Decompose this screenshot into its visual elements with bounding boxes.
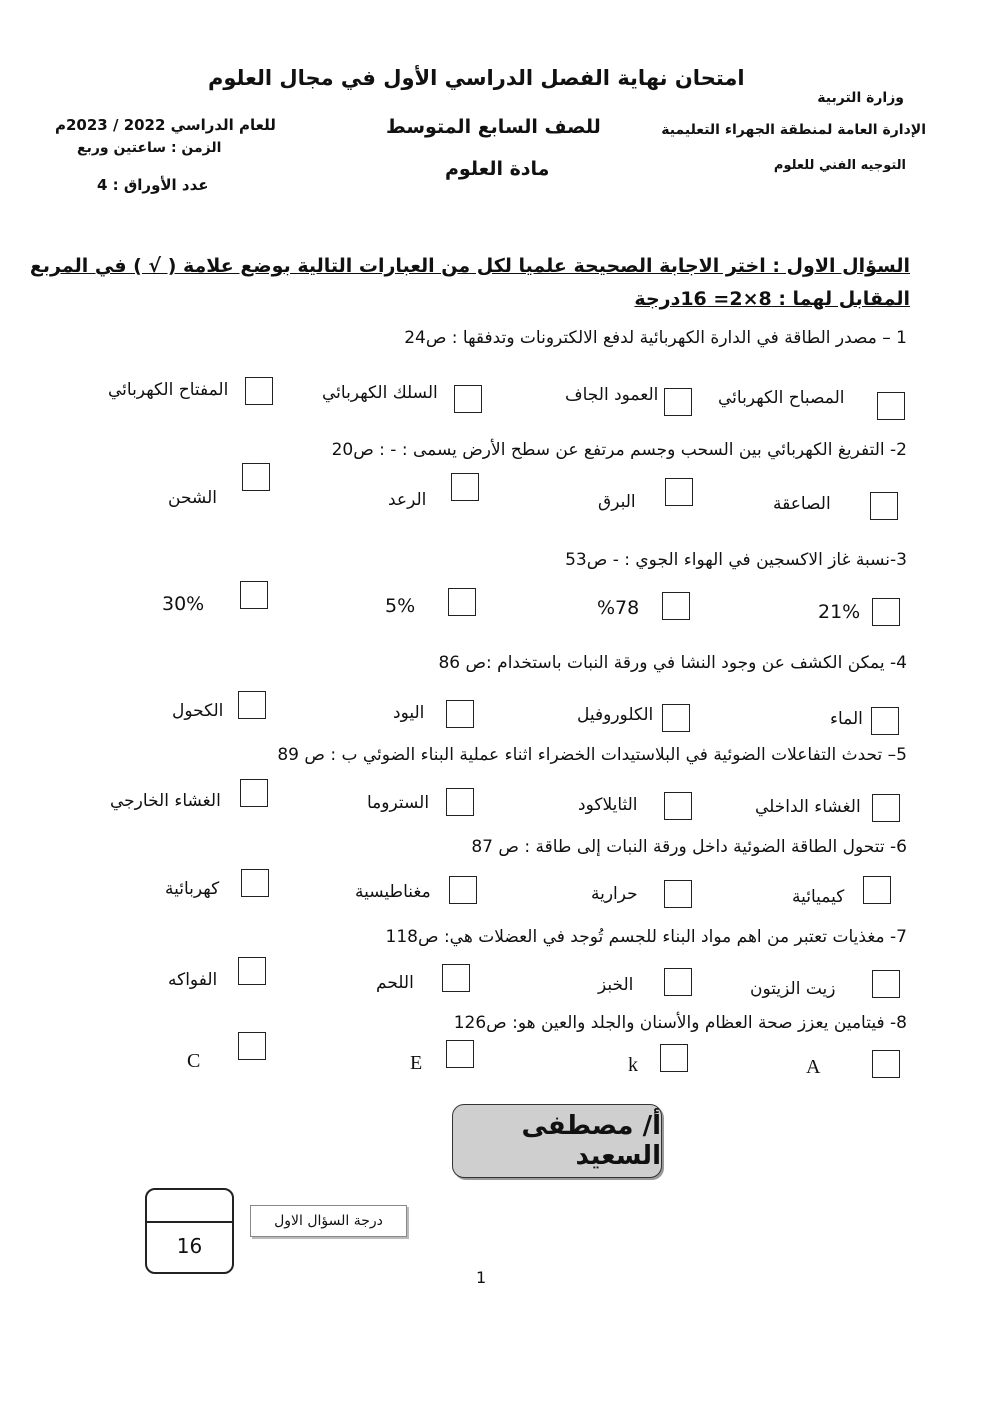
q8-option-3-label: E: [410, 1052, 423, 1074]
q2-option-2-checkbox[interactable]: [665, 478, 693, 506]
score-label: [250, 1205, 407, 1237]
q2-option-1-label: الصاعقة: [773, 494, 831, 514]
q5-option-2-checkbox[interactable]: [664, 792, 692, 820]
q8-option-4-checkbox[interactable]: [238, 1032, 266, 1060]
section-title-line1: السؤال الاول : اختر الاجابة الصحيحة علميا لكل من العبارات التالية بوضع علامة ( √ ) في المربع: [29, 255, 910, 277]
q1-option-2-checkbox[interactable]: [664, 388, 692, 416]
q8-option-2-label: k: [628, 1054, 638, 1076]
q5-option-1-checkbox[interactable]: [872, 794, 900, 822]
q8-option-3-checkbox[interactable]: [446, 1040, 474, 1068]
question-3-stem: 3-نسبة غاز الاكسجين في الهواء الجوي : - ص53: [565, 550, 907, 570]
q1-option-3-checkbox[interactable]: [454, 385, 482, 413]
q7-option-1-checkbox[interactable]: [872, 970, 900, 998]
q5-option-2-label: الثايلاكود: [578, 795, 638, 815]
q1-option-3-label: السلك الكهربائي: [322, 383, 438, 403]
page-number: 1: [476, 1268, 487, 1287]
q3-option-3-label: 5%: [385, 595, 416, 617]
q6-option-2-checkbox[interactable]: [664, 880, 692, 908]
q4-option-3-checkbox[interactable]: [446, 700, 474, 728]
q5-option-3-label: الستروما: [367, 793, 430, 813]
subject-name: مادة العلوم: [445, 158, 550, 180]
q2-option-4-label: الشحن: [168, 488, 217, 508]
q3-option-4-label: 30%: [162, 593, 205, 615]
q6-option-1-label: كيميائية: [792, 887, 845, 907]
q2-option-3-label: الرعد: [388, 490, 427, 510]
q1-option-1-checkbox[interactable]: [877, 392, 905, 420]
q5-option-1-label: الغشاء الداخلي: [755, 797, 861, 817]
page-count: عدد الأوراق : 4: [97, 176, 209, 194]
q4-option-4-checkbox[interactable]: [238, 691, 266, 719]
q4-option-2-label: الكلوروفيل: [577, 705, 654, 725]
q1-option-2-label: العمود الجاف: [565, 385, 659, 405]
q3-option-3-checkbox[interactable]: [448, 588, 476, 616]
q3-option-1-checkbox[interactable]: [872, 598, 900, 626]
directorate-name: الإدارة العامة لمنطقة الجهراء التعليمية: [661, 122, 926, 138]
teacher-name-box: [452, 1104, 662, 1178]
question-5-stem: 5– تحدث التفاعلات الضوئية في البلاستيدات الخضراء اثناء عملية البناء الضوئي ب : ص 89: [277, 745, 907, 765]
exam-duration: الزمن : ساعتين وربع: [77, 140, 222, 156]
section-title-line2: المقابل لهما : 8×2= 16درجة: [634, 288, 910, 310]
q8-option-1-checkbox[interactable]: [872, 1050, 900, 1078]
q5-option-4-label: الغشاء الخارجي: [110, 791, 221, 811]
q3-option-1-label: 21%: [818, 601, 861, 623]
q4-option-2-checkbox[interactable]: [662, 704, 690, 732]
question-6-stem: 6- تتحول الطاقة الضوئية داخل ورقة النبات إلى طاقة : ص 87: [471, 837, 907, 857]
teacher-name: أ/ مصطفى السعيد: [521, 1111, 661, 1171]
q1-option-4-label: المفتاح الكهربائي: [108, 380, 229, 400]
q8-option-2-checkbox[interactable]: [660, 1044, 688, 1072]
q8-option-1-label: A: [806, 1056, 821, 1078]
q7-option-2-label: الخبز: [598, 975, 634, 995]
academic-year: للعام الدراسي 2022 / 2023م: [55, 116, 276, 134]
question-1-stem: 1 – مصدر الطاقة في الدارة الكهربائية لدفع الالكترونات وتدفقها : ص24: [404, 328, 907, 348]
q5-option-3-checkbox[interactable]: [446, 788, 474, 816]
q6-option-3-checkbox[interactable]: [449, 876, 477, 904]
q7-option-1-label: زيت الزيتون: [750, 979, 836, 999]
q7-option-3-checkbox[interactable]: [442, 964, 470, 992]
q3-option-2-checkbox[interactable]: [662, 592, 690, 620]
q1-option-4-checkbox[interactable]: [245, 377, 273, 405]
score-value: 16: [176, 1234, 203, 1258]
question-4-stem: 4- يمكن الكشف عن وجود النشا في ورقة النبات باستخدام :ص 86: [438, 653, 907, 673]
score-label-text: درجة السؤال الاول: [274, 1213, 383, 1229]
q1-option-1-label: المصباح الكهربائي: [718, 388, 845, 408]
q6-option-4-label: كهربائية: [165, 879, 220, 899]
q7-option-2-checkbox[interactable]: [664, 968, 692, 996]
q2-option-3-checkbox[interactable]: [451, 473, 479, 501]
q4-option-1-checkbox[interactable]: [871, 707, 899, 735]
q6-option-2-label: حرارية: [591, 884, 638, 904]
grade-label: للصف السابع المتوسط: [386, 116, 601, 138]
q8-option-4-label: C: [187, 1050, 201, 1072]
exam-title: امتحان نهاية الفصل الدراسي الأول في مجال العلوم: [208, 66, 745, 90]
q3-option-2-label: %78: [597, 597, 640, 619]
supervision-name: التوجيه الفني للعلوم: [773, 158, 906, 173]
question-7-stem: 7- مغذيات تعتبر من اهم مواد البناء للجسم تُوجد في العضلات هي: ص118: [385, 927, 907, 947]
q7-option-3-label: اللحم: [376, 973, 414, 993]
q2-option-1-checkbox[interactable]: [870, 492, 898, 520]
q4-option-4-label: الكحول: [172, 701, 224, 721]
q2-option-4-checkbox[interactable]: [242, 463, 270, 491]
ministry-name: وزارة التربية: [817, 90, 904, 106]
q4-option-1-label: الماء: [830, 709, 863, 729]
question-8-stem: 8- فيتامين يعزز صحة العظام والأسنان والجلد والعين هو: ص126: [453, 1013, 907, 1033]
question-2-stem: 2- التفريغ الكهربائي بين السحب وجسم مرتفع عن سطح الأرض يسمى : - : ص20: [331, 440, 907, 460]
q7-option-4-checkbox[interactable]: [238, 957, 266, 985]
q5-option-4-checkbox[interactable]: [240, 779, 268, 807]
q6-option-3-label: مغناطيسية: [355, 882, 431, 902]
q7-option-4-label: الفواكه: [168, 970, 218, 990]
q2-option-2-label: البرق: [598, 492, 636, 512]
q6-option-4-checkbox[interactable]: [241, 869, 269, 897]
q6-option-1-checkbox[interactable]: [863, 876, 891, 904]
score-divider: [147, 1221, 232, 1223]
score-box: [145, 1188, 234, 1274]
q4-option-3-label: اليود: [393, 703, 425, 723]
q3-option-4-checkbox[interactable]: [240, 581, 268, 609]
